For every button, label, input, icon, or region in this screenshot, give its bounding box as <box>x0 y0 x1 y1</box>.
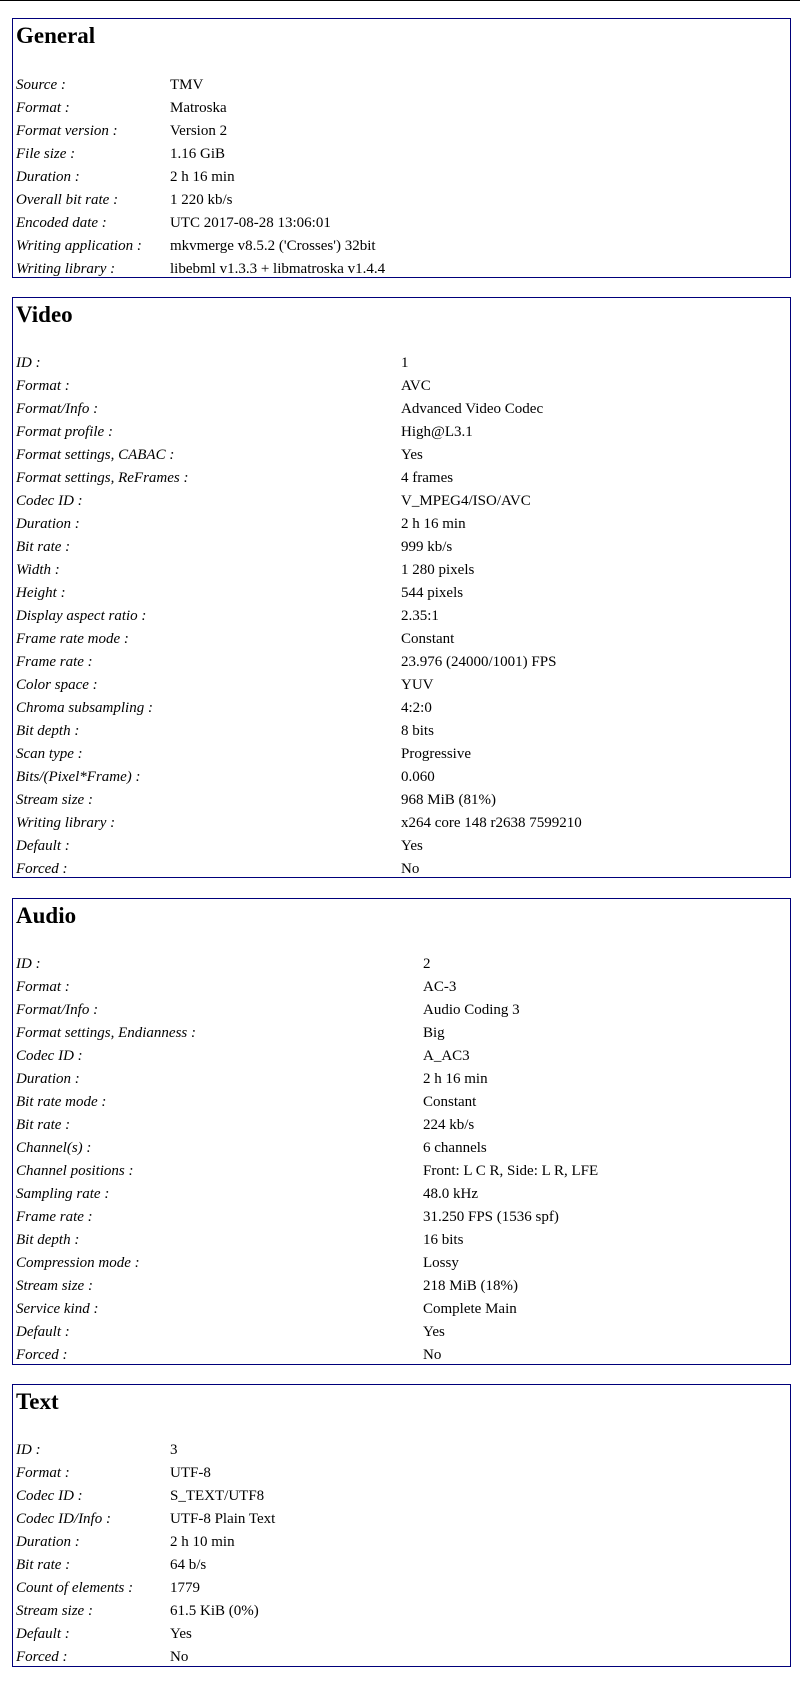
field-label: Forced : <box>16 1649 68 1665</box>
field-label: Display aspect ratio : <box>16 608 147 624</box>
info-row <box>16 421 787 444</box>
field-label: Codec ID : <box>16 493 83 509</box>
field-value: No <box>401 861 420 877</box>
section-title: Video <box>16 302 73 327</box>
info-row <box>16 1022 787 1045</box>
info-row <box>16 189 787 212</box>
field-label: Source : <box>16 77 66 93</box>
video-section <box>12 297 791 878</box>
field-label: ID : <box>16 355 41 371</box>
info-row <box>16 120 787 143</box>
field-label: Codec ID : <box>16 1488 83 1504</box>
info-row <box>16 582 787 605</box>
field-label: Bit rate : <box>16 1117 71 1133</box>
field-label: Service kind : <box>16 1301 99 1317</box>
field-value: 4 frames <box>401 470 454 486</box>
field-value: x264 core 148 r2638 7599210 <box>401 815 582 831</box>
info-row <box>16 1646 787 1669</box>
field-label: Writing application : <box>16 238 142 254</box>
field-label: Format : <box>16 100 70 116</box>
info-row <box>16 536 787 559</box>
info-row <box>16 1508 787 1531</box>
field-label: Duration : <box>16 516 80 532</box>
field-value: Front: L C R, Side: L R, LFE <box>423 1163 599 1179</box>
field-label: Frame rate mode : <box>16 631 129 647</box>
info-row <box>16 1577 787 1600</box>
field-value: UTF-8 Plain Text <box>170 1511 276 1527</box>
info-row <box>16 166 787 189</box>
info-row <box>16 375 787 398</box>
field-label: Stream size : <box>16 792 93 808</box>
field-value: Version 2 <box>170 123 228 139</box>
info-row <box>16 1114 787 1137</box>
field-value: 1 280 pixels <box>401 562 475 578</box>
field-value: Lossy <box>423 1255 459 1271</box>
info-row <box>16 258 787 281</box>
audio-section <box>12 898 791 1365</box>
field-label: Sampling rate : <box>16 1186 110 1202</box>
info-row <box>16 143 787 166</box>
info-row <box>16 1531 787 1554</box>
info-row <box>16 1068 787 1091</box>
info-row <box>16 1439 787 1462</box>
field-label: ID : <box>16 956 41 972</box>
text-rows <box>16 1439 787 1669</box>
info-row <box>16 1485 787 1508</box>
field-value: Matroska <box>170 100 227 116</box>
field-value: 218 MiB (18%) <box>423 1278 518 1294</box>
field-label: Forced : <box>16 1347 68 1363</box>
field-value: 224 kb/s <box>423 1117 475 1133</box>
info-row <box>16 1462 787 1485</box>
field-value: A_AC3 <box>423 1048 470 1064</box>
info-row <box>16 789 787 812</box>
info-row <box>16 235 787 258</box>
field-value: mkvmerge v8.5.2 ('Crosses') 32bit <box>170 238 376 254</box>
field-label: Format : <box>16 979 70 995</box>
info-row <box>16 1600 787 1623</box>
info-row <box>16 812 787 835</box>
field-value: 61.5 KiB (0%) <box>170 1603 259 1619</box>
field-label: Height : <box>16 585 66 601</box>
field-label: Format profile : <box>16 424 113 440</box>
info-row <box>16 628 787 651</box>
field-label: Format : <box>16 1465 70 1481</box>
field-value: 544 pixels <box>401 585 464 601</box>
field-label: Width : <box>16 562 60 578</box>
field-value: 0.060 <box>401 769 435 785</box>
field-value: Progressive <box>401 746 471 762</box>
field-value: Audio Coding 3 <box>423 1002 520 1018</box>
field-label: Default : <box>16 1324 70 1340</box>
field-value: Yes <box>170 1626 192 1642</box>
info-row <box>16 97 787 120</box>
field-label: Duration : <box>16 1071 80 1087</box>
field-value: 6 channels <box>423 1140 487 1156</box>
field-label: File size : <box>16 146 76 162</box>
info-row <box>16 1045 787 1068</box>
field-value: 2 h 16 min <box>170 169 235 185</box>
info-row <box>16 1623 787 1646</box>
field-value: TMV <box>170 77 204 93</box>
field-label: Count of elements : <box>16 1580 134 1596</box>
info-row <box>16 1252 787 1275</box>
section-title: Text <box>16 1389 59 1414</box>
field-label: Scan type : <box>16 746 83 762</box>
field-value: 1.16 GiB <box>170 146 226 162</box>
info-row <box>16 697 787 720</box>
field-label: Format settings, ReFrames : <box>16 470 189 486</box>
field-value: UTC 2017-08-28 13:06:01 <box>170 215 331 231</box>
info-row <box>16 1091 787 1114</box>
field-label: Codec ID : <box>16 1048 83 1064</box>
info-row <box>16 1275 787 1298</box>
field-label: Frame rate : <box>16 1209 93 1225</box>
info-row <box>16 490 787 513</box>
info-row <box>16 1344 787 1367</box>
info-row <box>16 398 787 421</box>
general-rows <box>16 74 787 281</box>
field-label: Frame rate : <box>16 654 93 670</box>
field-value: 2.35:1 <box>401 608 439 624</box>
info-row <box>16 720 787 743</box>
field-label: Bit rate : <box>16 1557 71 1573</box>
video-rows <box>16 352 787 881</box>
info-row <box>16 835 787 858</box>
field-value: Yes <box>401 838 423 854</box>
general-section <box>12 18 791 278</box>
field-value: 64 b/s <box>170 1557 207 1573</box>
field-label: Compression mode : <box>16 1255 140 1271</box>
field-value: 31.250 FPS (1536 spf) <box>423 1209 559 1225</box>
field-label: Stream size : <box>16 1603 93 1619</box>
info-row <box>16 1183 787 1206</box>
field-label: Format/Info : <box>16 401 99 417</box>
field-value: AVC <box>401 378 431 394</box>
info-row <box>16 858 787 881</box>
field-value: 2 <box>423 956 431 972</box>
field-value: Advanced Video Codec <box>401 401 544 417</box>
field-value: 2 h 16 min <box>401 516 466 532</box>
field-value: 8 bits <box>401 723 434 739</box>
field-value: Constant <box>423 1094 477 1110</box>
field-value: 23.976 (24000/1001) FPS <box>401 654 557 670</box>
info-row <box>16 1554 787 1577</box>
field-value: 1779 <box>170 1580 200 1596</box>
info-row <box>16 74 787 97</box>
field-label: Overall bit rate : <box>16 192 119 208</box>
field-value: 968 MiB (81%) <box>401 792 496 808</box>
field-label: Default : <box>16 1626 70 1642</box>
section-title: Audio <box>16 903 77 928</box>
field-value: High@L3.1 <box>401 424 473 440</box>
field-value: Big <box>423 1025 445 1041</box>
info-row <box>16 1206 787 1229</box>
field-label: Bits/(Pixel*Frame) : <box>16 769 141 785</box>
info-row <box>16 467 787 490</box>
field-value: Yes <box>401 447 423 463</box>
field-label: Format version : <box>16 123 118 139</box>
field-value: libebml v1.3.3 + libmatroska v1.4.4 <box>170 261 386 277</box>
field-value: 4:2:0 <box>401 700 432 716</box>
info-row <box>16 743 787 766</box>
field-label: Channel positions : <box>16 1163 134 1179</box>
field-value: Complete Main <box>423 1301 517 1317</box>
info-row <box>16 651 787 674</box>
field-value: S_TEXT/UTF8 <box>170 1488 265 1504</box>
field-value: 1 220 kb/s <box>170 192 233 208</box>
field-label: Writing library : <box>16 261 116 277</box>
field-label: Bit depth : <box>16 1232 80 1248</box>
field-value: YUV <box>401 677 434 693</box>
field-value: Constant <box>401 631 455 647</box>
field-value: 3 <box>170 1442 178 1458</box>
field-label: Writing library : <box>16 815 116 831</box>
field-label: Channel(s) : <box>16 1140 92 1156</box>
info-row <box>16 1229 787 1252</box>
info-row <box>16 513 787 536</box>
info-row <box>16 953 787 976</box>
info-row <box>16 559 787 582</box>
info-row <box>16 1321 787 1344</box>
info-row <box>16 674 787 697</box>
field-label: Bit depth : <box>16 723 80 739</box>
field-label: Chroma subsampling : <box>16 700 153 716</box>
field-value: 1 <box>401 355 409 371</box>
field-label: ID : <box>16 1442 41 1458</box>
field-value: UTF-8 <box>170 1465 211 1481</box>
field-label: Format settings, Endianness : <box>16 1025 196 1041</box>
info-row <box>16 1298 787 1321</box>
field-value: AC-3 <box>423 979 457 995</box>
field-value: 48.0 kHz <box>423 1186 478 1202</box>
field-label: Codec ID/Info : <box>16 1511 111 1527</box>
field-value: 999 kb/s <box>401 539 453 555</box>
info-row <box>16 999 787 1022</box>
field-value: 16 bits <box>423 1232 464 1248</box>
text-section <box>12 1384 791 1667</box>
field-label: Format : <box>16 378 70 394</box>
field-label: Duration : <box>16 1534 80 1550</box>
field-value: 2 h 16 min <box>423 1071 488 1087</box>
field-label: Format/Info : <box>16 1002 99 1018</box>
info-row <box>16 212 787 235</box>
info-row <box>16 766 787 789</box>
field-value: Yes <box>423 1324 445 1340</box>
info-row <box>16 976 787 999</box>
audio-rows <box>16 953 787 1367</box>
info-row <box>16 444 787 467</box>
field-label: Bit rate mode : <box>16 1094 107 1110</box>
info-row <box>16 352 787 375</box>
info-row <box>16 1160 787 1183</box>
field-label: Bit rate : <box>16 539 71 555</box>
field-label: Format settings, CABAC : <box>16 447 175 463</box>
field-value: No <box>423 1347 442 1363</box>
field-label: Default : <box>16 838 70 854</box>
info-row <box>16 605 787 628</box>
field-label: Stream size : <box>16 1278 93 1294</box>
field-value: V_MPEG4/ISO/AVC <box>401 493 531 509</box>
field-label: Forced : <box>16 861 68 877</box>
field-label: Color space : <box>16 677 98 693</box>
field-value: 2 h 10 min <box>170 1534 235 1550</box>
field-label: Encoded date : <box>16 215 107 231</box>
section-title: General <box>16 23 96 48</box>
info-row <box>16 1137 787 1160</box>
field-value: No <box>170 1649 189 1665</box>
field-label: Duration : <box>16 169 80 185</box>
